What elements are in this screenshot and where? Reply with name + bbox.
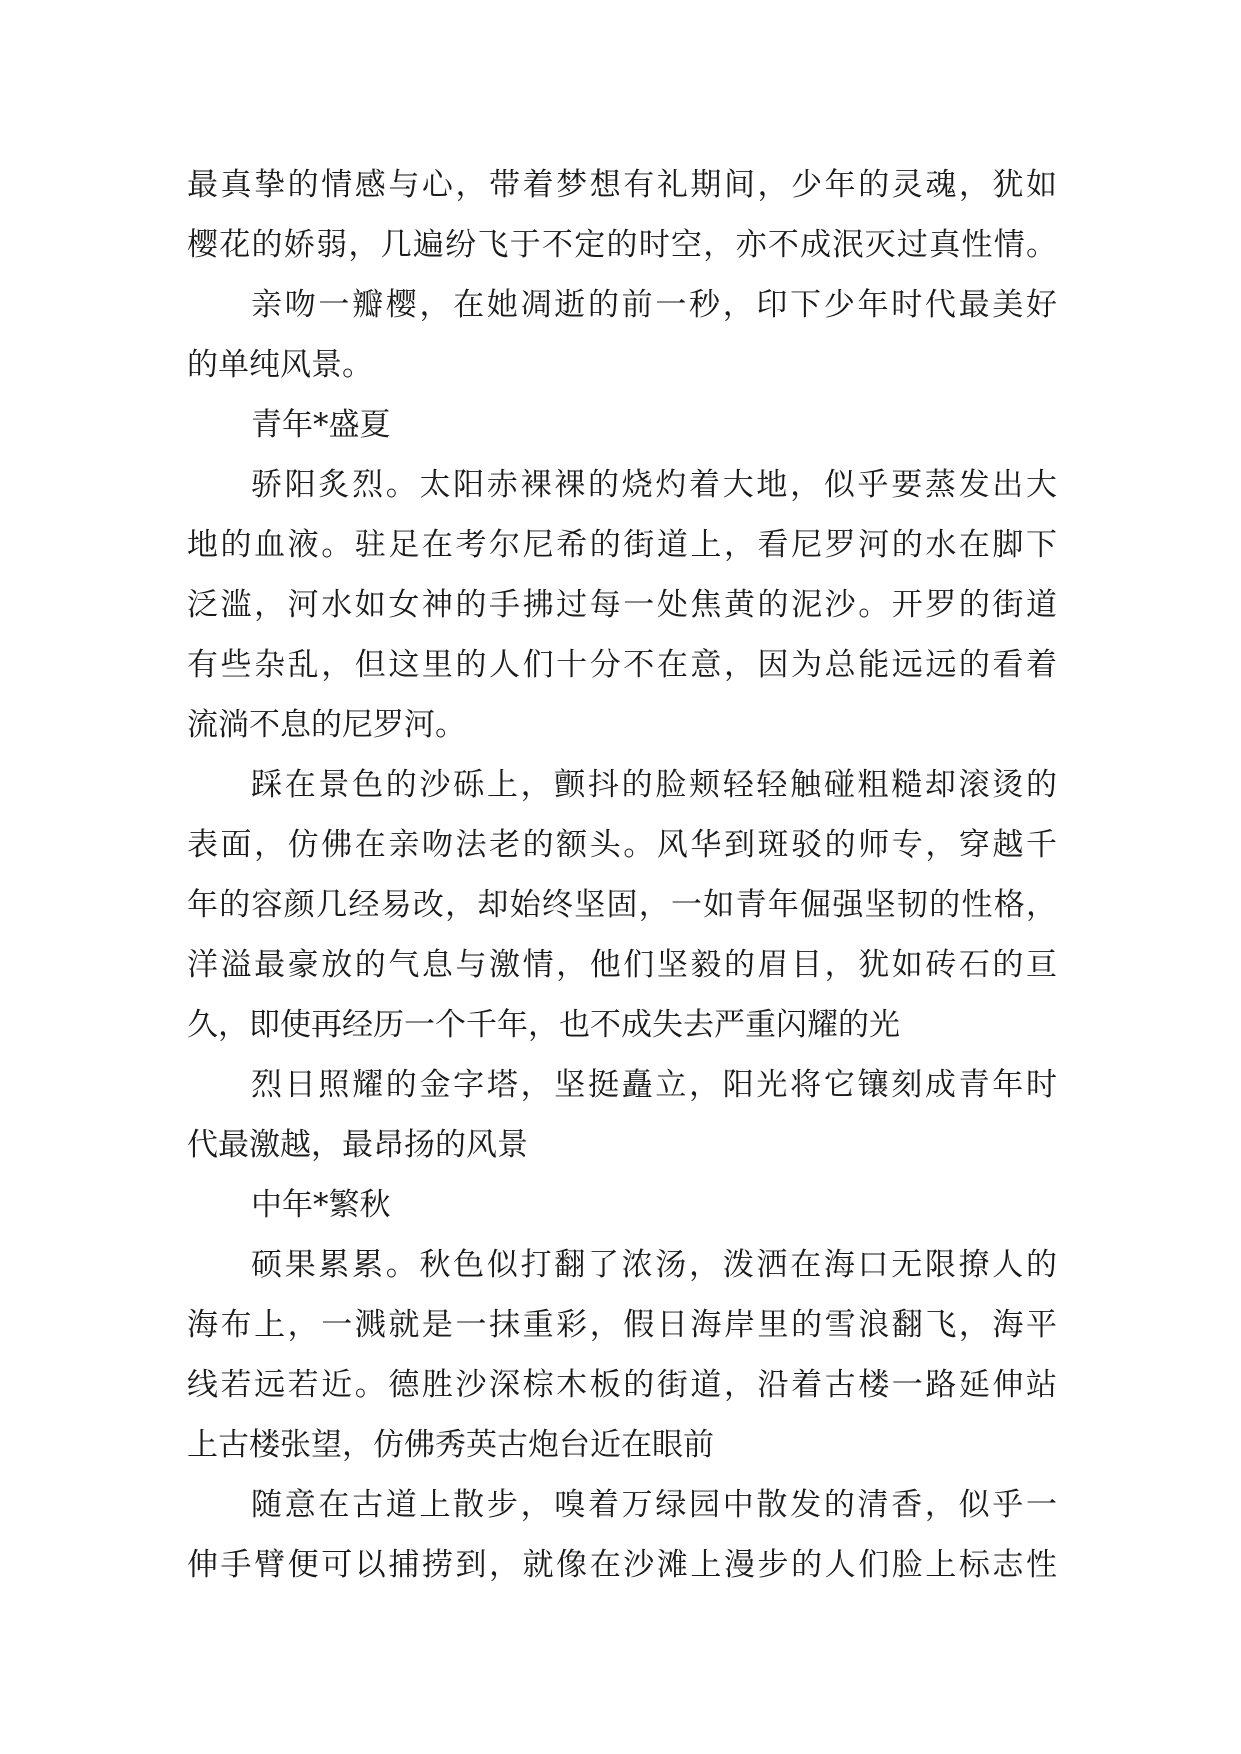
text-line: 骄阳炙烈。太阳赤裸裸的烧灼着大地，似乎要蒸发出大 <box>251 467 1057 503</box>
text-line: 青年*盛夏 <box>251 407 391 443</box>
text-line: 硕果累累。秋色似打翻了浓汤，泼洒在海口无限撩人的 <box>251 1247 1057 1283</box>
text-line: 随意在古道上散步，嗅着万绿园中散发的清香，似乎一 <box>251 1487 1057 1523</box>
text-line: 线若远若近。德胜沙深棕木板的街道，沿着古楼一路延伸站 <box>187 1367 1057 1403</box>
text-line: 的单纯风景。 <box>187 347 373 383</box>
text-line: 最真挚的情感与心，带着梦想有礼期间，少年的灵魂，犹如 <box>187 167 1057 203</box>
text-line: 海布上，一溅就是一抹重彩，假日海岸里的雪浪翻飞，海平 <box>187 1307 1057 1343</box>
text-line: 上古楼张望，仿佛秀英古炮台近在眼前 <box>187 1427 714 1463</box>
text-line: 代最激越，最昂扬的风景 <box>187 1127 528 1163</box>
text-line: 流淌不息的尼罗河。 <box>187 707 466 743</box>
text-line: 洋溢最豪放的气息与激情，他们坚毅的眉目，犹如砖石的亘 <box>187 947 1057 983</box>
text-line: 伸手臂便可以捕捞到，就像在沙滩上漫步的人们脸上标志性 <box>187 1547 1057 1583</box>
text-line: 泛滥，河水如女神的手拂过每一处焦黄的泥沙。开罗的街道 <box>187 587 1057 623</box>
document-body <box>187 155 1057 1595</box>
text-line: 中年*繁秋 <box>251 1187 391 1223</box>
text-line: 表面，仿佛在亲吻法老的额头。风华到斑驳的师专，穿越千 <box>187 827 1057 863</box>
text-line: 亲吻一瓣樱，在她凋逝的前一秒，印下少年时代最美好 <box>251 287 1057 323</box>
text-line: 踩在景色的沙砾上，颤抖的脸颊轻轻触碰粗糙却滚烫的 <box>251 767 1057 803</box>
text-line: 有些杂乱，但这里的人们十分不在意，因为总能远远的看着 <box>187 647 1057 683</box>
text-line: 烈日照耀的金字塔，坚挺矗立，阳光将它镶刻成青年时 <box>251 1067 1057 1103</box>
text-line: 久，即使再经历一个千年，也不成失去严重闪耀的光 <box>187 1007 900 1043</box>
text-line: 年的容颜几经易改，却始终坚固，一如青年倔强坚韧的性格， <box>187 887 1057 923</box>
text-line: 樱花的娇弱，几遍纷飞于不定的时空，亦不成泯灭过真性情。 <box>187 227 1057 263</box>
text-line: 地的血液。驻足在考尔尼希的街道上，看尼罗河的水在脚下 <box>187 527 1057 563</box>
